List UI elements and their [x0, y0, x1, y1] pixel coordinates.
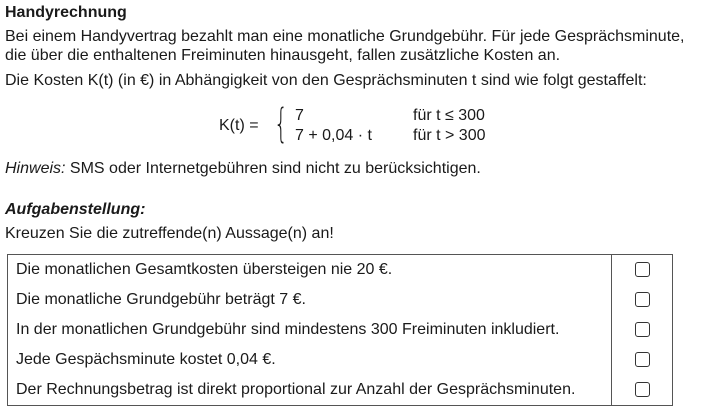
hint — [5, 159, 481, 178]
formula-case-1-condition: für t ≤ 300 — [413, 107, 485, 124]
task-instruction: Kreuzen Sie die zutreffende(n) Aussage(n) an! — [5, 225, 334, 242]
formula-brace: { — [274, 101, 288, 147]
answer-option-text: In der monatlichen Grundgebühr sind mindestens 300 Freiminuten inkludiert. — [8, 315, 612, 345]
answer-option-text: Jede Gespächsminute kostet 0,04 €. — [8, 345, 612, 375]
cost-function-formula — [219, 103, 519, 147]
answer-option-row — [8, 255, 673, 286]
answer-option-row — [8, 375, 673, 406]
hint-label: Hinweis: — [5, 160, 66, 177]
answer-option-row — [8, 285, 673, 315]
intro-line-2: die über die enthaltenen Freiminuten hinausgeht, fallen zusätzliche Kosten an. — [5, 47, 561, 64]
answer-option-text: Der Rechnungsbetrag ist direkt proportional zur Anzahl der Gesprächsminuten. — [8, 375, 612, 406]
answer-option-row — [8, 315, 673, 345]
intro-line-1: Bei einem Handyvertrag bezahlt man eine monatliche Grundgebühr. Für jede Gesprächsminute, — [5, 28, 685, 45]
intro-line-3: Die Kosten K(t) (in €) in Abhängigkeit von den Gesprächsminuten t sind wie folgt gestaffelt: — [5, 72, 647, 89]
answer-checkbox[interactable] — [635, 352, 650, 367]
answer-option-text: Die monatlichen Gesamtkosten übersteigen nie 20 €. — [8, 255, 612, 286]
answer-checkbox[interactable] — [635, 322, 650, 337]
task-page — [5, 0, 710, 418]
formula-case-1-value: 7 — [295, 107, 304, 124]
answer-checkbox[interactable] — [635, 382, 650, 397]
answer-option-text: Die monatliche Grundgebühr beträgt 7 €. — [8, 285, 612, 315]
answer-checkbox[interactable] — [635, 292, 650, 307]
formula-lhs: K(t) = — [219, 117, 259, 134]
answer-option-row — [8, 345, 673, 375]
answer-options-table — [7, 254, 673, 406]
task-heading: Aufgabenstellung: — [5, 201, 146, 218]
hint-text: SMS oder Internetgebühren sind nicht zu berücksichtigen. — [69, 160, 481, 177]
answer-checkbox[interactable] — [635, 262, 650, 277]
formula-case-2-value: 7 + 0,04 · t — [295, 127, 372, 144]
formula-case-2-condition: für t > 300 — [413, 127, 486, 144]
task-title: Handyrechnung — [5, 4, 127, 21]
